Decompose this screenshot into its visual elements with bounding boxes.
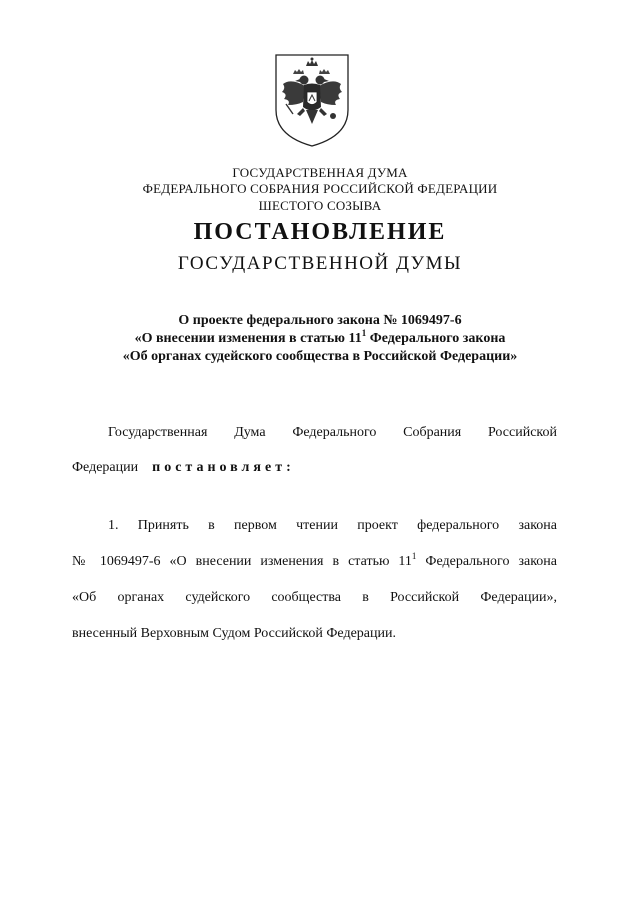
subject-line-2 <box>0 330 640 348</box>
item-1-line-2-pre: № 1069497-6 «О внесении изменения в статью 11 <box>72 554 412 569</box>
item-1-line-4: внесенный Верховным Судом Российской Федерации. <box>72 626 396 641</box>
document-title: ПОСТАНОВЛЕНИЕ <box>193 219 447 245</box>
issuer-line-2: ФЕДЕРАЛЬНОГО СОБРАНИЯ РОССИЙСКОЙ ФЕДЕРАЦИИ <box>142 181 498 196</box>
subject-line-2-post: Федерального закона <box>366 331 506 346</box>
intro-verb: постановляет: <box>152 460 295 475</box>
subject-line-2-pre: «О внесении изменения в статью 11 <box>134 331 362 346</box>
issuer-line-3: ШЕСТОГО СОЗЫВА <box>258 198 382 213</box>
subject-superscript: 1 <box>361 328 367 338</box>
item-1-line-2-post: Федерального закона <box>416 554 557 569</box>
state-emblem-icon <box>273 52 351 148</box>
issuer-line-1: ГОСУДАРСТВЕННАЯ ДУМА <box>232 165 408 180</box>
intro-federation: Федерации <box>72 460 139 475</box>
document-subtitle: ГОСУДАРСТВЕННОЙ ДУМЫ <box>177 253 463 274</box>
item-1-line-3: «Об органах судейского сообщества в Российской Федерации», <box>72 590 557 605</box>
subject-line-1: О проекте федерального закона № 1069497-6 <box>178 313 462 328</box>
subject-line-3: «Об органах судейского сообщества в Российской Федерации» <box>122 349 518 364</box>
intro-paragraph-line-2 <box>72 459 557 477</box>
intro-paragraph-line-1: Государственная Дума Федерального Собрания Российской <box>108 425 557 440</box>
item-1-line-2 <box>72 553 557 571</box>
item-1-superscript: 1 <box>411 551 417 561</box>
item-1-line-1: 1. Принять в первом чтении проект федерального закона <box>108 518 557 533</box>
